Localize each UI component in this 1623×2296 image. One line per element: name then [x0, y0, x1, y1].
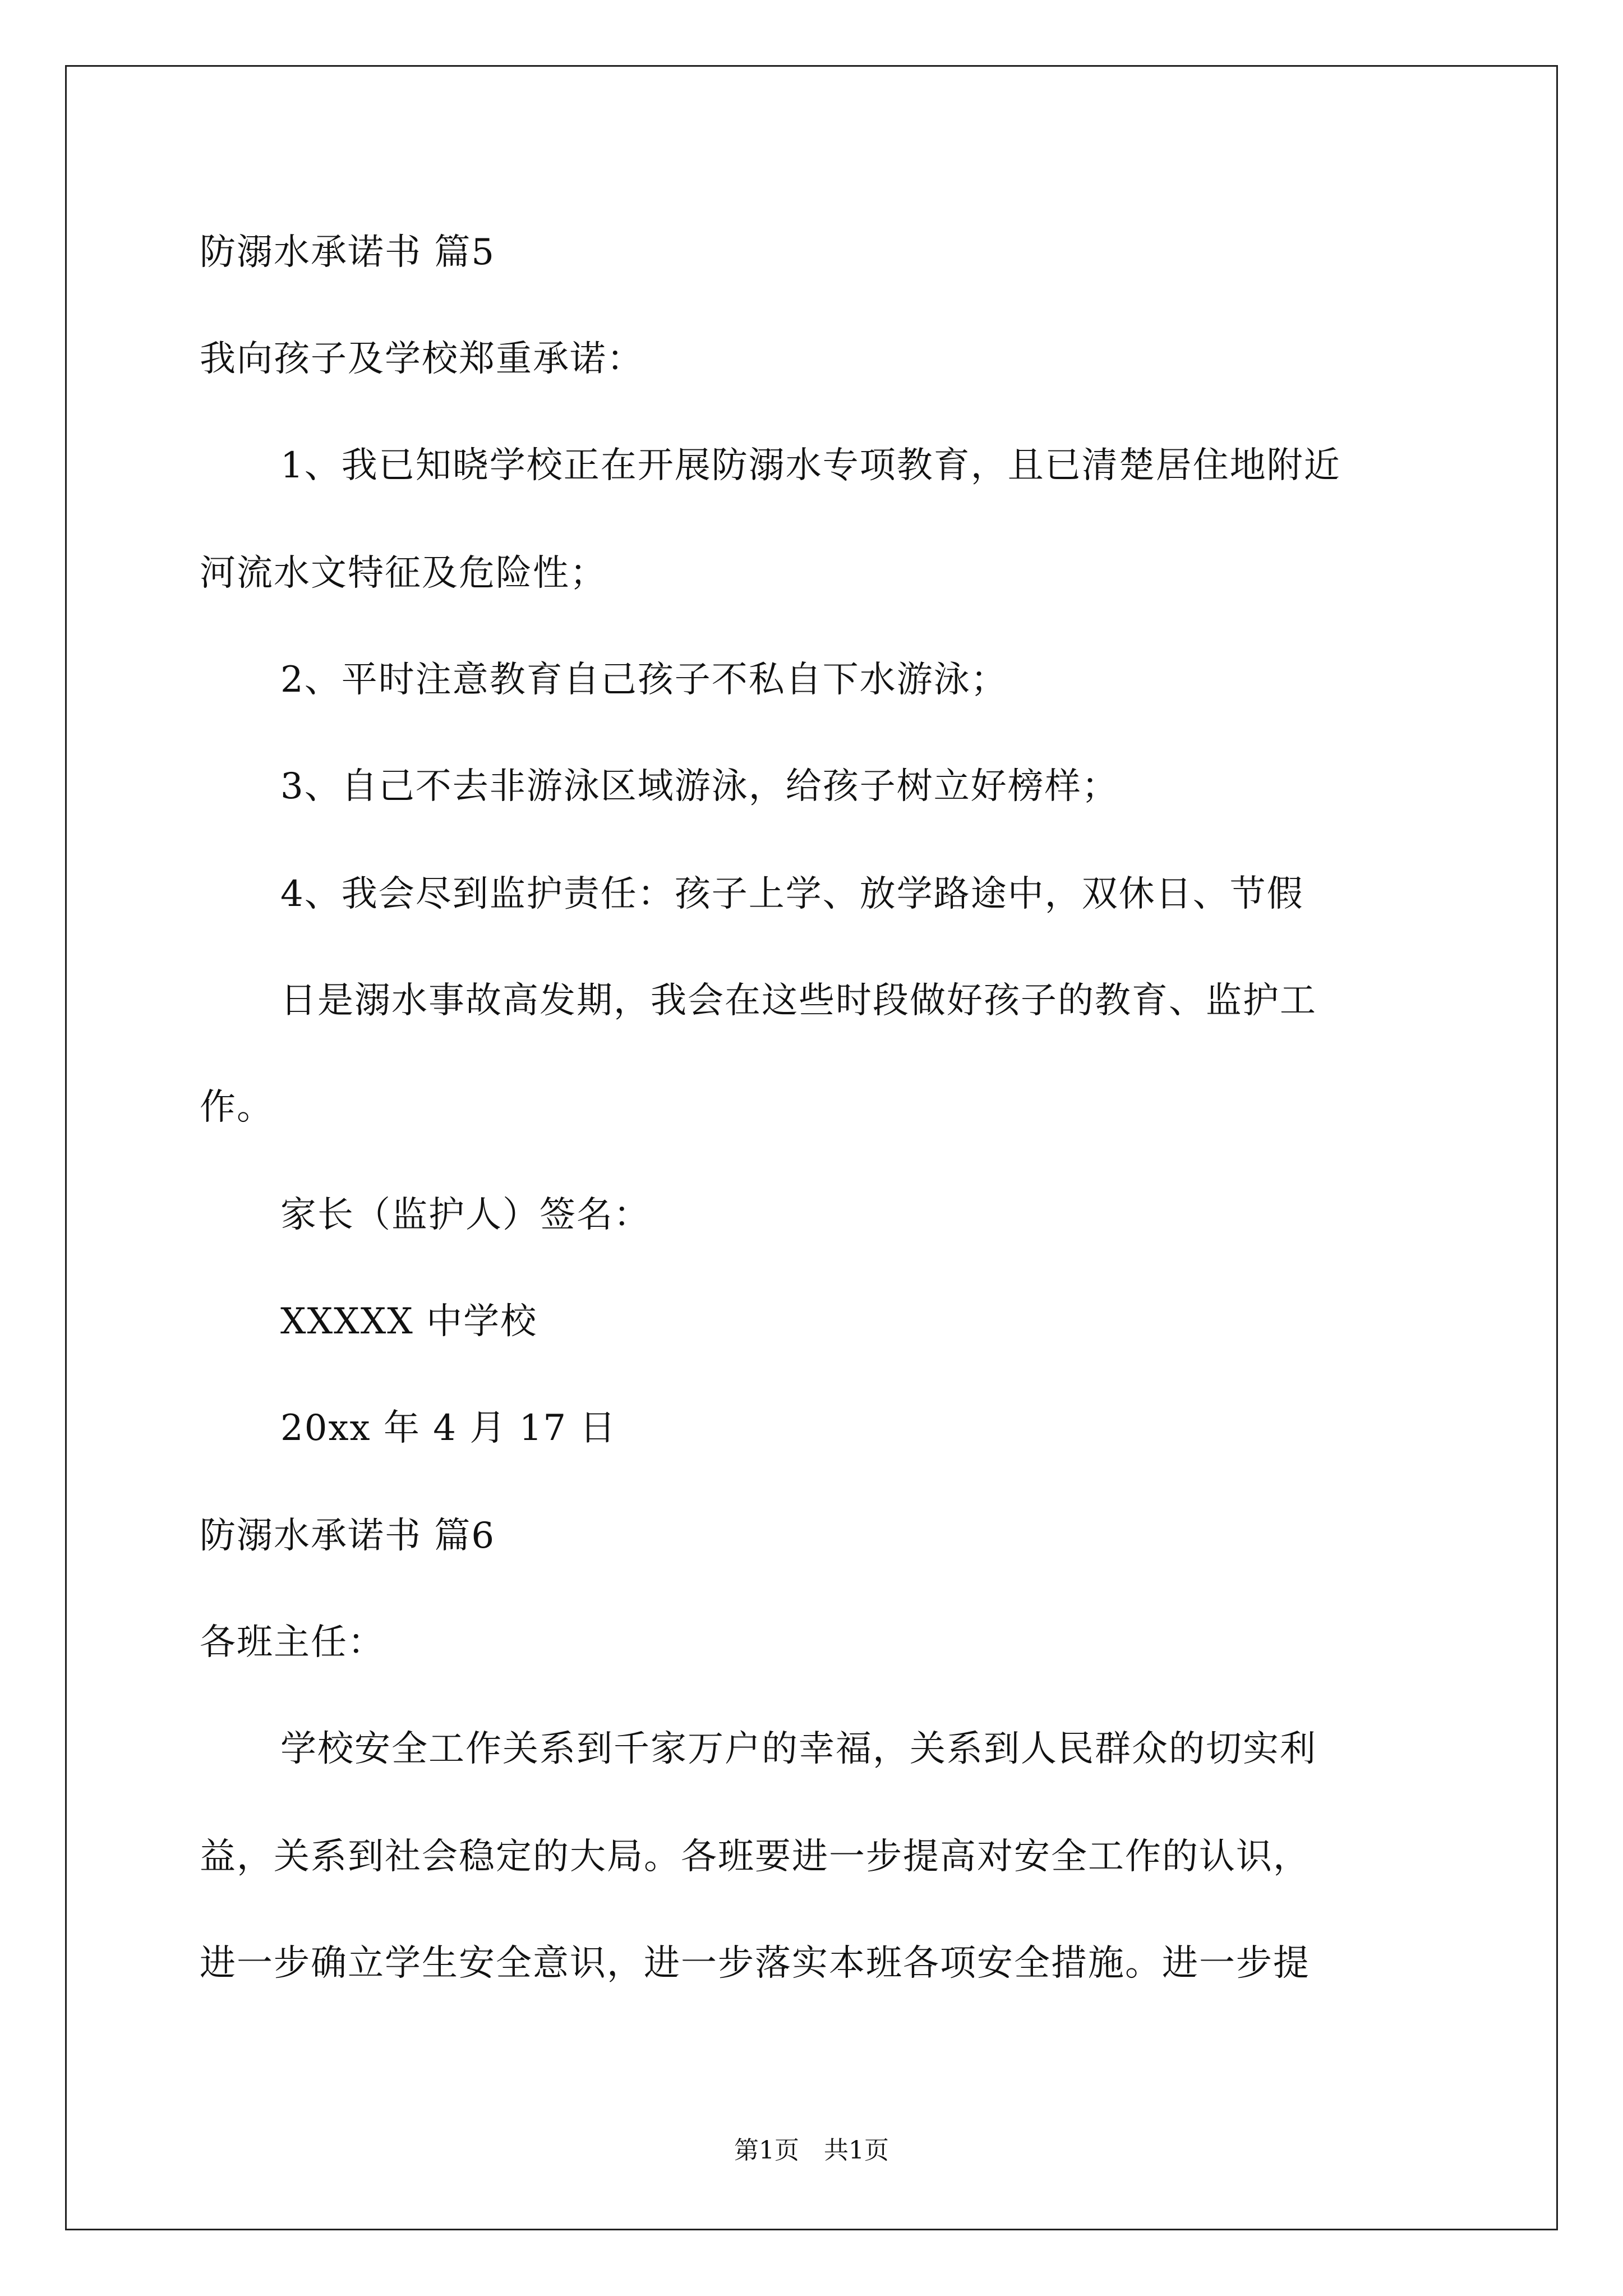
signature-line: 家长（监护人）签名： [280, 1194, 651, 1236]
paragraph-line: 2、平时注意教育自己孩子不私自下水游泳； [280, 659, 1008, 701]
paragraph-line: 进一步确立学生安全意识，进一步落实本班各项安全措施。进一步提 [200, 1943, 1310, 1984]
salutation-line: 各班主任： [200, 1622, 385, 1663]
section-heading-6: 防溺水承诺书 篇6 [200, 1515, 496, 1557]
paragraph-line: 日是溺水事故高发期，我会在这些时段做好孩子的教育、监护工 [280, 980, 1317, 1022]
paragraph-line: 学校安全工作关系到千家万户的幸福，关系到人民群众的切实利 [280, 1728, 1317, 1770]
page-border [65, 65, 1558, 2230]
paragraph-line: 1、我已知晓学校正在开展防溺水专项教育，且已清楚居住地附近 [280, 445, 1341, 486]
date-line: 20xx 年 4 月 17 日 [280, 1407, 617, 1449]
school-name: XXXXX 中学校 [280, 1301, 538, 1342]
paragraph-line: 作。 [200, 1087, 274, 1128]
paragraph-line: 我向孩子及学校郑重承诺： [200, 338, 644, 380]
page-footer: 第1页 共1页 [734, 2136, 889, 2165]
paragraph-line: 河流水文特征及危险性； [200, 553, 607, 594]
paragraph-line: 3、自己不去非游泳区域游泳，给孩子树立好榜样； [280, 766, 1119, 807]
paragraph-line: 益，关系到社会稳定的大局。各班要进一步提高对安全工作的认识， [200, 1836, 1310, 1878]
paragraph-line: 4、我会尽到监护责任：孩子上学、放学路途中，双休日、节假 [280, 873, 1304, 915]
section-heading-5: 防溺水承诺书 篇5 [200, 232, 496, 273]
